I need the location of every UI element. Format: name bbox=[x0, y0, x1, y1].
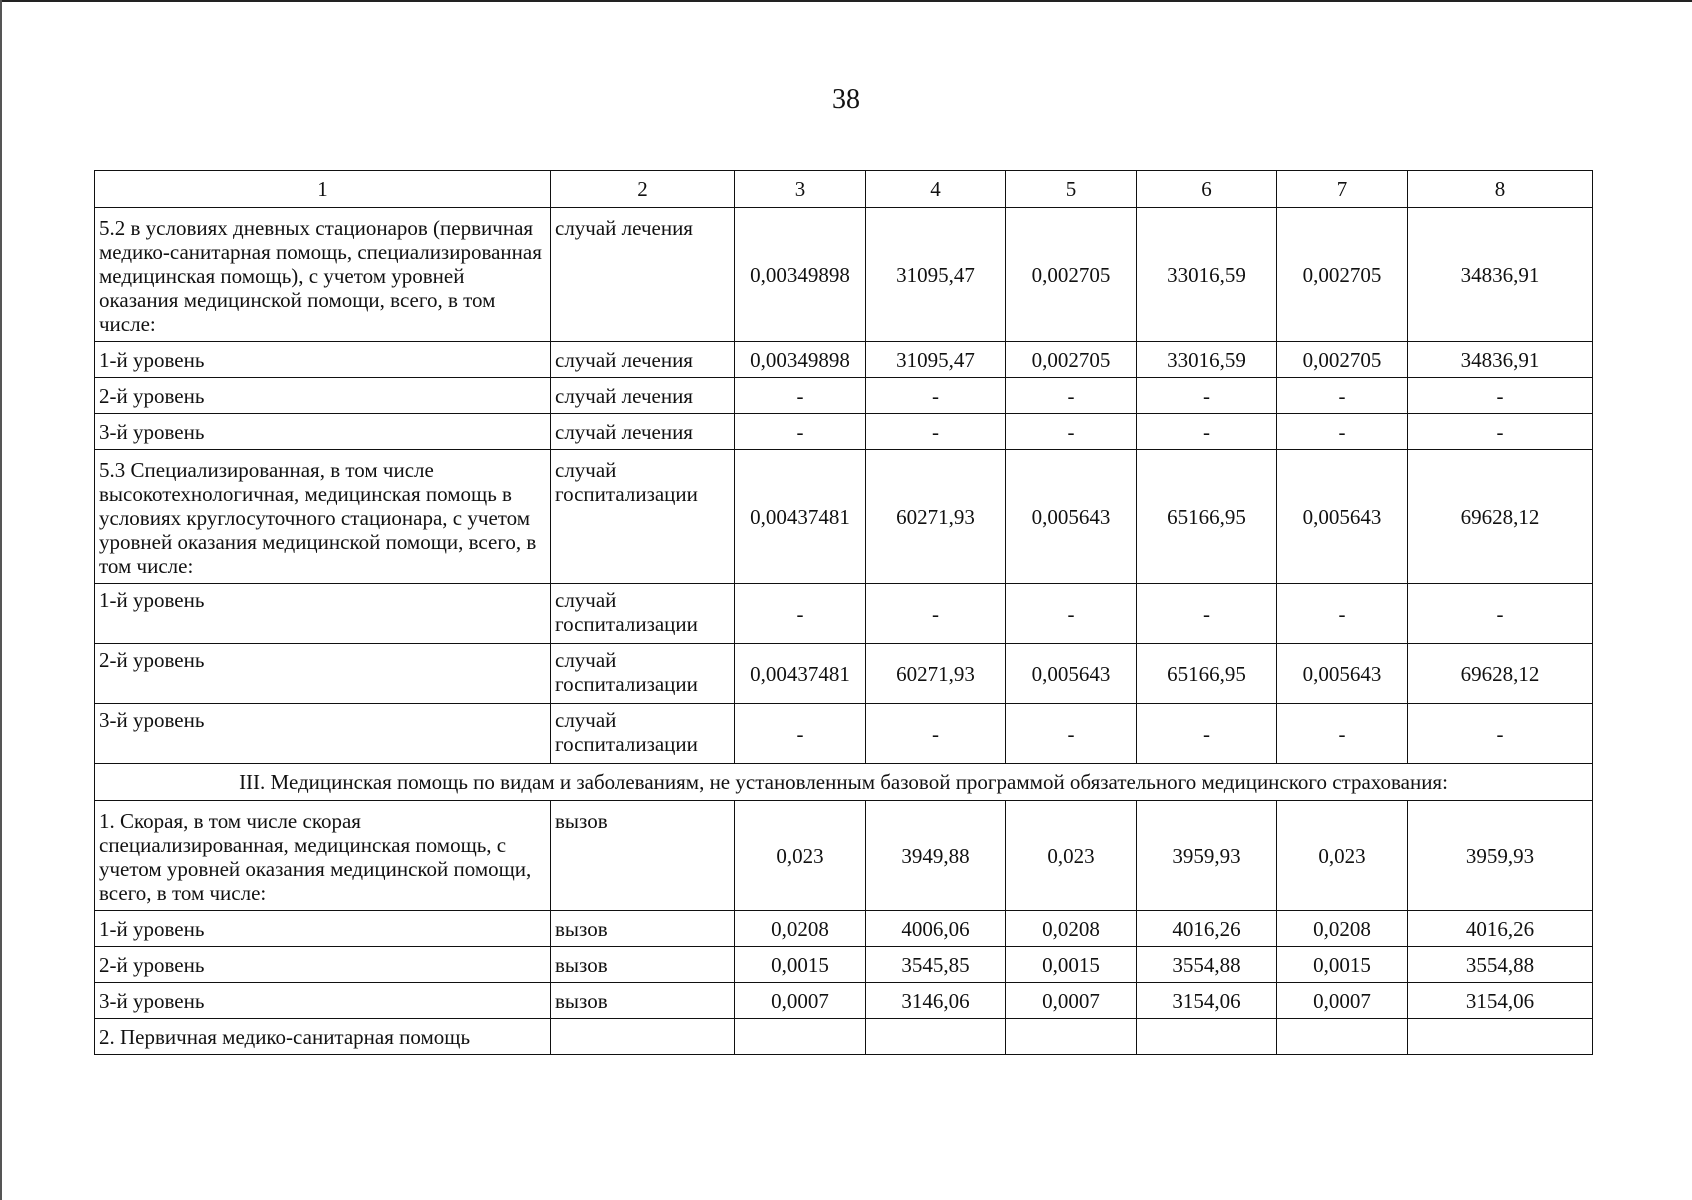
row-value: - bbox=[1408, 378, 1593, 414]
table-row bbox=[95, 644, 1593, 704]
table-row bbox=[95, 911, 1593, 947]
row-name: 2. Первичная медико-санитарная помощь bbox=[95, 1019, 551, 1055]
header-cell: 1 bbox=[95, 171, 551, 208]
header-row bbox=[95, 171, 1593, 208]
row-unit: вызов bbox=[551, 983, 735, 1019]
row-unit: случай лечения bbox=[551, 378, 735, 414]
row-name: 1-й уровень bbox=[95, 584, 551, 644]
row-value: 0,002705 bbox=[1277, 208, 1408, 342]
row-value: 0,023 bbox=[1006, 801, 1137, 911]
header-cell: 7 bbox=[1277, 171, 1408, 208]
row-value: 0,0007 bbox=[1006, 983, 1137, 1019]
row-value: 3146,06 bbox=[866, 983, 1006, 1019]
row-value: 3949,88 bbox=[866, 801, 1006, 911]
row-name: 3-й уровень bbox=[95, 414, 551, 450]
row-value: 60271,93 bbox=[866, 450, 1006, 584]
row-name: 3-й уровень bbox=[95, 704, 551, 764]
row-value: 0,00437481 bbox=[735, 644, 866, 704]
row-value: 33016,59 bbox=[1137, 342, 1277, 378]
row-value: 3154,06 bbox=[1137, 983, 1277, 1019]
section-row bbox=[95, 764, 1593, 801]
row-value: 4006,06 bbox=[866, 911, 1006, 947]
row-value: 0,00349898 bbox=[735, 208, 866, 342]
page-number: 38 bbox=[832, 84, 860, 115]
row-value bbox=[1137, 1019, 1277, 1055]
row-value: 34836,91 bbox=[1408, 208, 1593, 342]
row-value: 0,0015 bbox=[1006, 947, 1137, 983]
section-title: III. Медицинская помощь по видам и заболеваниям, не установленным базовой программой обязательного медицинского страхования: bbox=[95, 764, 1593, 801]
row-value: 0,0208 bbox=[1006, 911, 1137, 947]
row-value: - bbox=[735, 704, 866, 764]
row-value bbox=[735, 1019, 866, 1055]
row-value: - bbox=[1277, 414, 1408, 450]
row-value: 0,0007 bbox=[1277, 983, 1408, 1019]
table-row bbox=[95, 378, 1593, 414]
table-row bbox=[95, 450, 1593, 584]
table-row bbox=[95, 414, 1593, 450]
row-unit: случай госпитализации bbox=[551, 644, 735, 704]
row-value: 34836,91 bbox=[1408, 342, 1593, 378]
row-value: 0,0007 bbox=[735, 983, 866, 1019]
row-value: - bbox=[1408, 704, 1593, 764]
scan-edge-top bbox=[0, 0, 1692, 2]
row-value: 4016,26 bbox=[1137, 911, 1277, 947]
row-value: 4016,26 bbox=[1408, 911, 1593, 947]
row-name: 2-й уровень bbox=[95, 378, 551, 414]
row-unit: случай госпитализации bbox=[551, 450, 735, 584]
row-value bbox=[866, 1019, 1006, 1055]
row-value: - bbox=[1006, 414, 1137, 450]
row-value: - bbox=[1277, 584, 1408, 644]
row-value: - bbox=[1006, 584, 1137, 644]
row-value: 3554,88 bbox=[1137, 947, 1277, 983]
row-value: 31095,47 bbox=[866, 208, 1006, 342]
row-name: 2-й уровень bbox=[95, 947, 551, 983]
row-unit: вызов bbox=[551, 947, 735, 983]
row-value: 60271,93 bbox=[866, 644, 1006, 704]
row-value: 0,0015 bbox=[1277, 947, 1408, 983]
header-cell: 6 bbox=[1137, 171, 1277, 208]
row-value: - bbox=[1277, 378, 1408, 414]
row-value: - bbox=[735, 584, 866, 644]
row-name: 1-й уровень bbox=[95, 911, 551, 947]
row-value: 69628,12 bbox=[1408, 644, 1593, 704]
row-unit bbox=[551, 1019, 735, 1055]
row-value: - bbox=[735, 414, 866, 450]
scan-edge-left bbox=[0, 0, 2, 1200]
row-value: 3959,93 bbox=[1137, 801, 1277, 911]
row-value: - bbox=[1006, 704, 1137, 764]
table-row bbox=[95, 584, 1593, 644]
header-cell: 4 bbox=[866, 171, 1006, 208]
row-value: - bbox=[735, 378, 866, 414]
row-value: 0,023 bbox=[735, 801, 866, 911]
row-value: 65166,95 bbox=[1137, 450, 1277, 584]
row-value: - bbox=[1137, 704, 1277, 764]
row-unit: случай лечения bbox=[551, 414, 735, 450]
table-row bbox=[95, 704, 1593, 764]
row-value: 3554,88 bbox=[1408, 947, 1593, 983]
row-value: 0,00349898 bbox=[735, 342, 866, 378]
row-value: 0,002705 bbox=[1006, 208, 1137, 342]
row-name: 2-й уровень bbox=[95, 644, 551, 704]
row-value bbox=[1277, 1019, 1408, 1055]
table-row bbox=[95, 1019, 1593, 1055]
row-value: - bbox=[1006, 378, 1137, 414]
row-value: 0,005643 bbox=[1006, 450, 1137, 584]
row-value: 0,002705 bbox=[1006, 342, 1137, 378]
row-value: - bbox=[866, 704, 1006, 764]
row-value: 33016,59 bbox=[1137, 208, 1277, 342]
row-value: 0,002705 bbox=[1277, 342, 1408, 378]
header-cell: 8 bbox=[1408, 171, 1593, 208]
table-row bbox=[95, 983, 1593, 1019]
row-name: 3-й уровень bbox=[95, 983, 551, 1019]
row-value bbox=[1408, 1019, 1593, 1055]
row-value bbox=[1006, 1019, 1137, 1055]
header-cell: 5 bbox=[1006, 171, 1137, 208]
row-value: - bbox=[1277, 704, 1408, 764]
row-name: 5.2 в условиях дневных стационаров (первичная медико-санитарная помощь, специализированная медицинская помощь), с учетом уровней оказания медицинской помощи, всего, в том числе: bbox=[95, 208, 551, 342]
row-value: 69628,12 bbox=[1408, 450, 1593, 584]
row-value: - bbox=[866, 414, 1006, 450]
row-value: 0,005643 bbox=[1277, 450, 1408, 584]
table-row bbox=[95, 208, 1593, 342]
row-value: 0,005643 bbox=[1006, 644, 1137, 704]
table-row bbox=[95, 947, 1593, 983]
row-unit: случай госпитализации bbox=[551, 704, 735, 764]
row-value: 65166,95 bbox=[1137, 644, 1277, 704]
row-name: 1-й уровень bbox=[95, 342, 551, 378]
header-cell: 2 bbox=[551, 171, 735, 208]
row-value: 0,0208 bbox=[735, 911, 866, 947]
table-row bbox=[95, 801, 1593, 911]
row-unit: вызов bbox=[551, 801, 735, 911]
row-value: 0,0015 bbox=[735, 947, 866, 983]
row-unit: вызов bbox=[551, 911, 735, 947]
row-value: 0,00437481 bbox=[735, 450, 866, 584]
row-value: 31095,47 bbox=[866, 342, 1006, 378]
header-cell: 3 bbox=[735, 171, 866, 208]
row-value: 3959,93 bbox=[1408, 801, 1593, 911]
row-value: 3154,06 bbox=[1408, 983, 1593, 1019]
row-value: - bbox=[866, 584, 1006, 644]
row-value: 3545,85 bbox=[866, 947, 1006, 983]
row-unit: случай госпитализации bbox=[551, 584, 735, 644]
row-value: - bbox=[1137, 414, 1277, 450]
row-value: - bbox=[1408, 584, 1593, 644]
row-value: - bbox=[1137, 378, 1277, 414]
row-unit: случай лечения bbox=[551, 208, 735, 342]
row-unit: случай лечения bbox=[551, 342, 735, 378]
data-table bbox=[94, 170, 1593, 1055]
row-name: 5.3 Специализированная, в том числе высокотехнологичная, медицинская помощь в условиях круглосуточного стационара, с учетом уровней оказания медицинской помощи, всего, в том числе: bbox=[95, 450, 551, 584]
row-value: - bbox=[1137, 584, 1277, 644]
row-value: 0,005643 bbox=[1277, 644, 1408, 704]
table-row bbox=[95, 342, 1593, 378]
row-name: 1. Скорая, в том числе скорая специализированная, медицинская помощь, с учетом уровней оказания медицинской помощи, всего, в том числе: bbox=[95, 801, 551, 911]
row-value: - bbox=[866, 378, 1006, 414]
row-value: - bbox=[1408, 414, 1593, 450]
row-value: 0,023 bbox=[1277, 801, 1408, 911]
row-value: 0,0208 bbox=[1277, 911, 1408, 947]
